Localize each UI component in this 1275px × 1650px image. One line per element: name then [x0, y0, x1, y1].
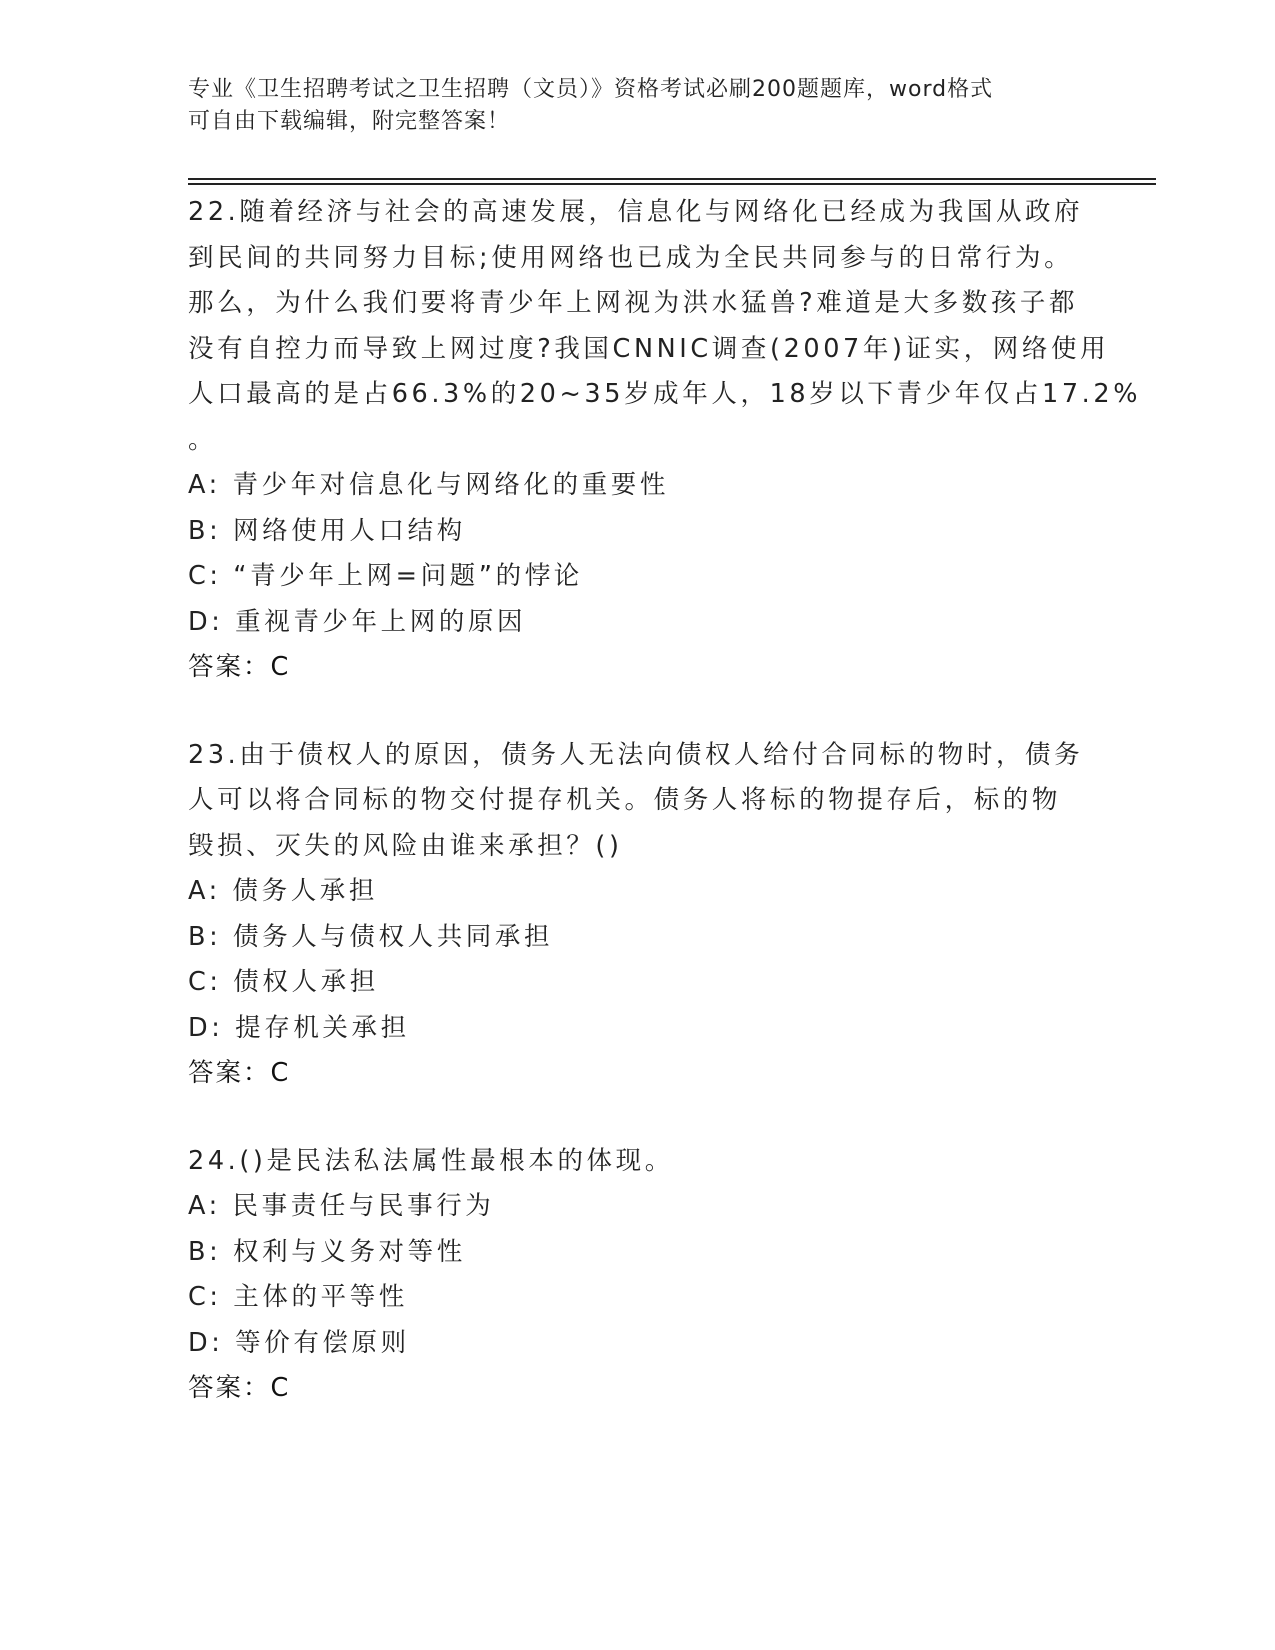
question-22	[188, 190, 1142, 691]
question-stem-line: 。	[188, 424, 218, 455]
header-title-line-1: 专业《卫生招聘考试之卫生招聘（文员）》资格考试必刷200题题库，word格式	[188, 77, 994, 102]
question-stem-line: 23.由于债权人的原因，债务人无法向债权人给付合同标的物时，债务	[188, 739, 1084, 770]
question-stem-line: 24.()是民法私法属性最根本的体现。	[188, 1145, 674, 1176]
option-c: C: 债权人承担	[188, 967, 379, 997]
header-title-line-2: 可自由下载编辑，附完整答案！	[188, 109, 511, 134]
question-list	[188, 190, 1142, 1412]
answer-line: 答案：C	[188, 1373, 291, 1403]
question-24	[188, 1139, 1088, 1412]
page-header	[188, 74, 1088, 138]
question-stem-line: 毁损、灭失的风险由谁来承担？()	[188, 830, 623, 861]
question-stem-line: 没有自控力而导致上网过度?我国CNNIC调查(2007年)证实，网络使用	[188, 333, 1110, 364]
option-a: A: 债务人承担	[188, 876, 378, 906]
option-d: D: 重视青少年上网的原因	[188, 606, 527, 637]
question-stem-line: 到民间的共同努力目标;使用网络也已成为全民共同参与的日常行为。	[188, 242, 1074, 273]
header-divider-bottom	[188, 183, 1156, 185]
option-c: C: 主体的平等性	[188, 1282, 408, 1312]
option-b: B: 权利与义务对等性	[188, 1236, 466, 1267]
answer-line: 答案：C	[188, 652, 291, 682]
option-b: B: 债务人与债权人共同承担	[188, 921, 554, 952]
question-stem-line: 人可以将合同标的物交付提存机关。债务人将标的物提存后，标的物	[188, 785, 1062, 815]
question-stem-line: 人口最高的是占66.3%的20~35岁成年人，18岁以下青少年仅占17.2%	[188, 379, 1142, 409]
answer-line: 答案：C	[188, 1058, 291, 1088]
option-a: A: 民事责任与民事行为	[188, 1191, 495, 1221]
question-stem-line: 那么，为什么我们要将青少年上网视为洪水猛兽?难道是大多数孩子都	[188, 288, 1079, 318]
option-d: D: 提存机关承担	[188, 1012, 410, 1043]
header-divider-top	[188, 178, 1156, 180]
question-stem-line: 22.随着经济与社会的高速发展，信息化与网络化已经成为我国从政府	[188, 197, 1084, 227]
option-d: D: 等价有偿原则	[188, 1327, 410, 1358]
option-b: B: 网络使用人口结构	[188, 515, 466, 546]
option-a: A: 青少年对信息化与网络化的重要性	[188, 470, 669, 500]
option-c: C: “青少年上网=问题”的悖论	[188, 561, 583, 591]
question-23	[188, 733, 1088, 1097]
